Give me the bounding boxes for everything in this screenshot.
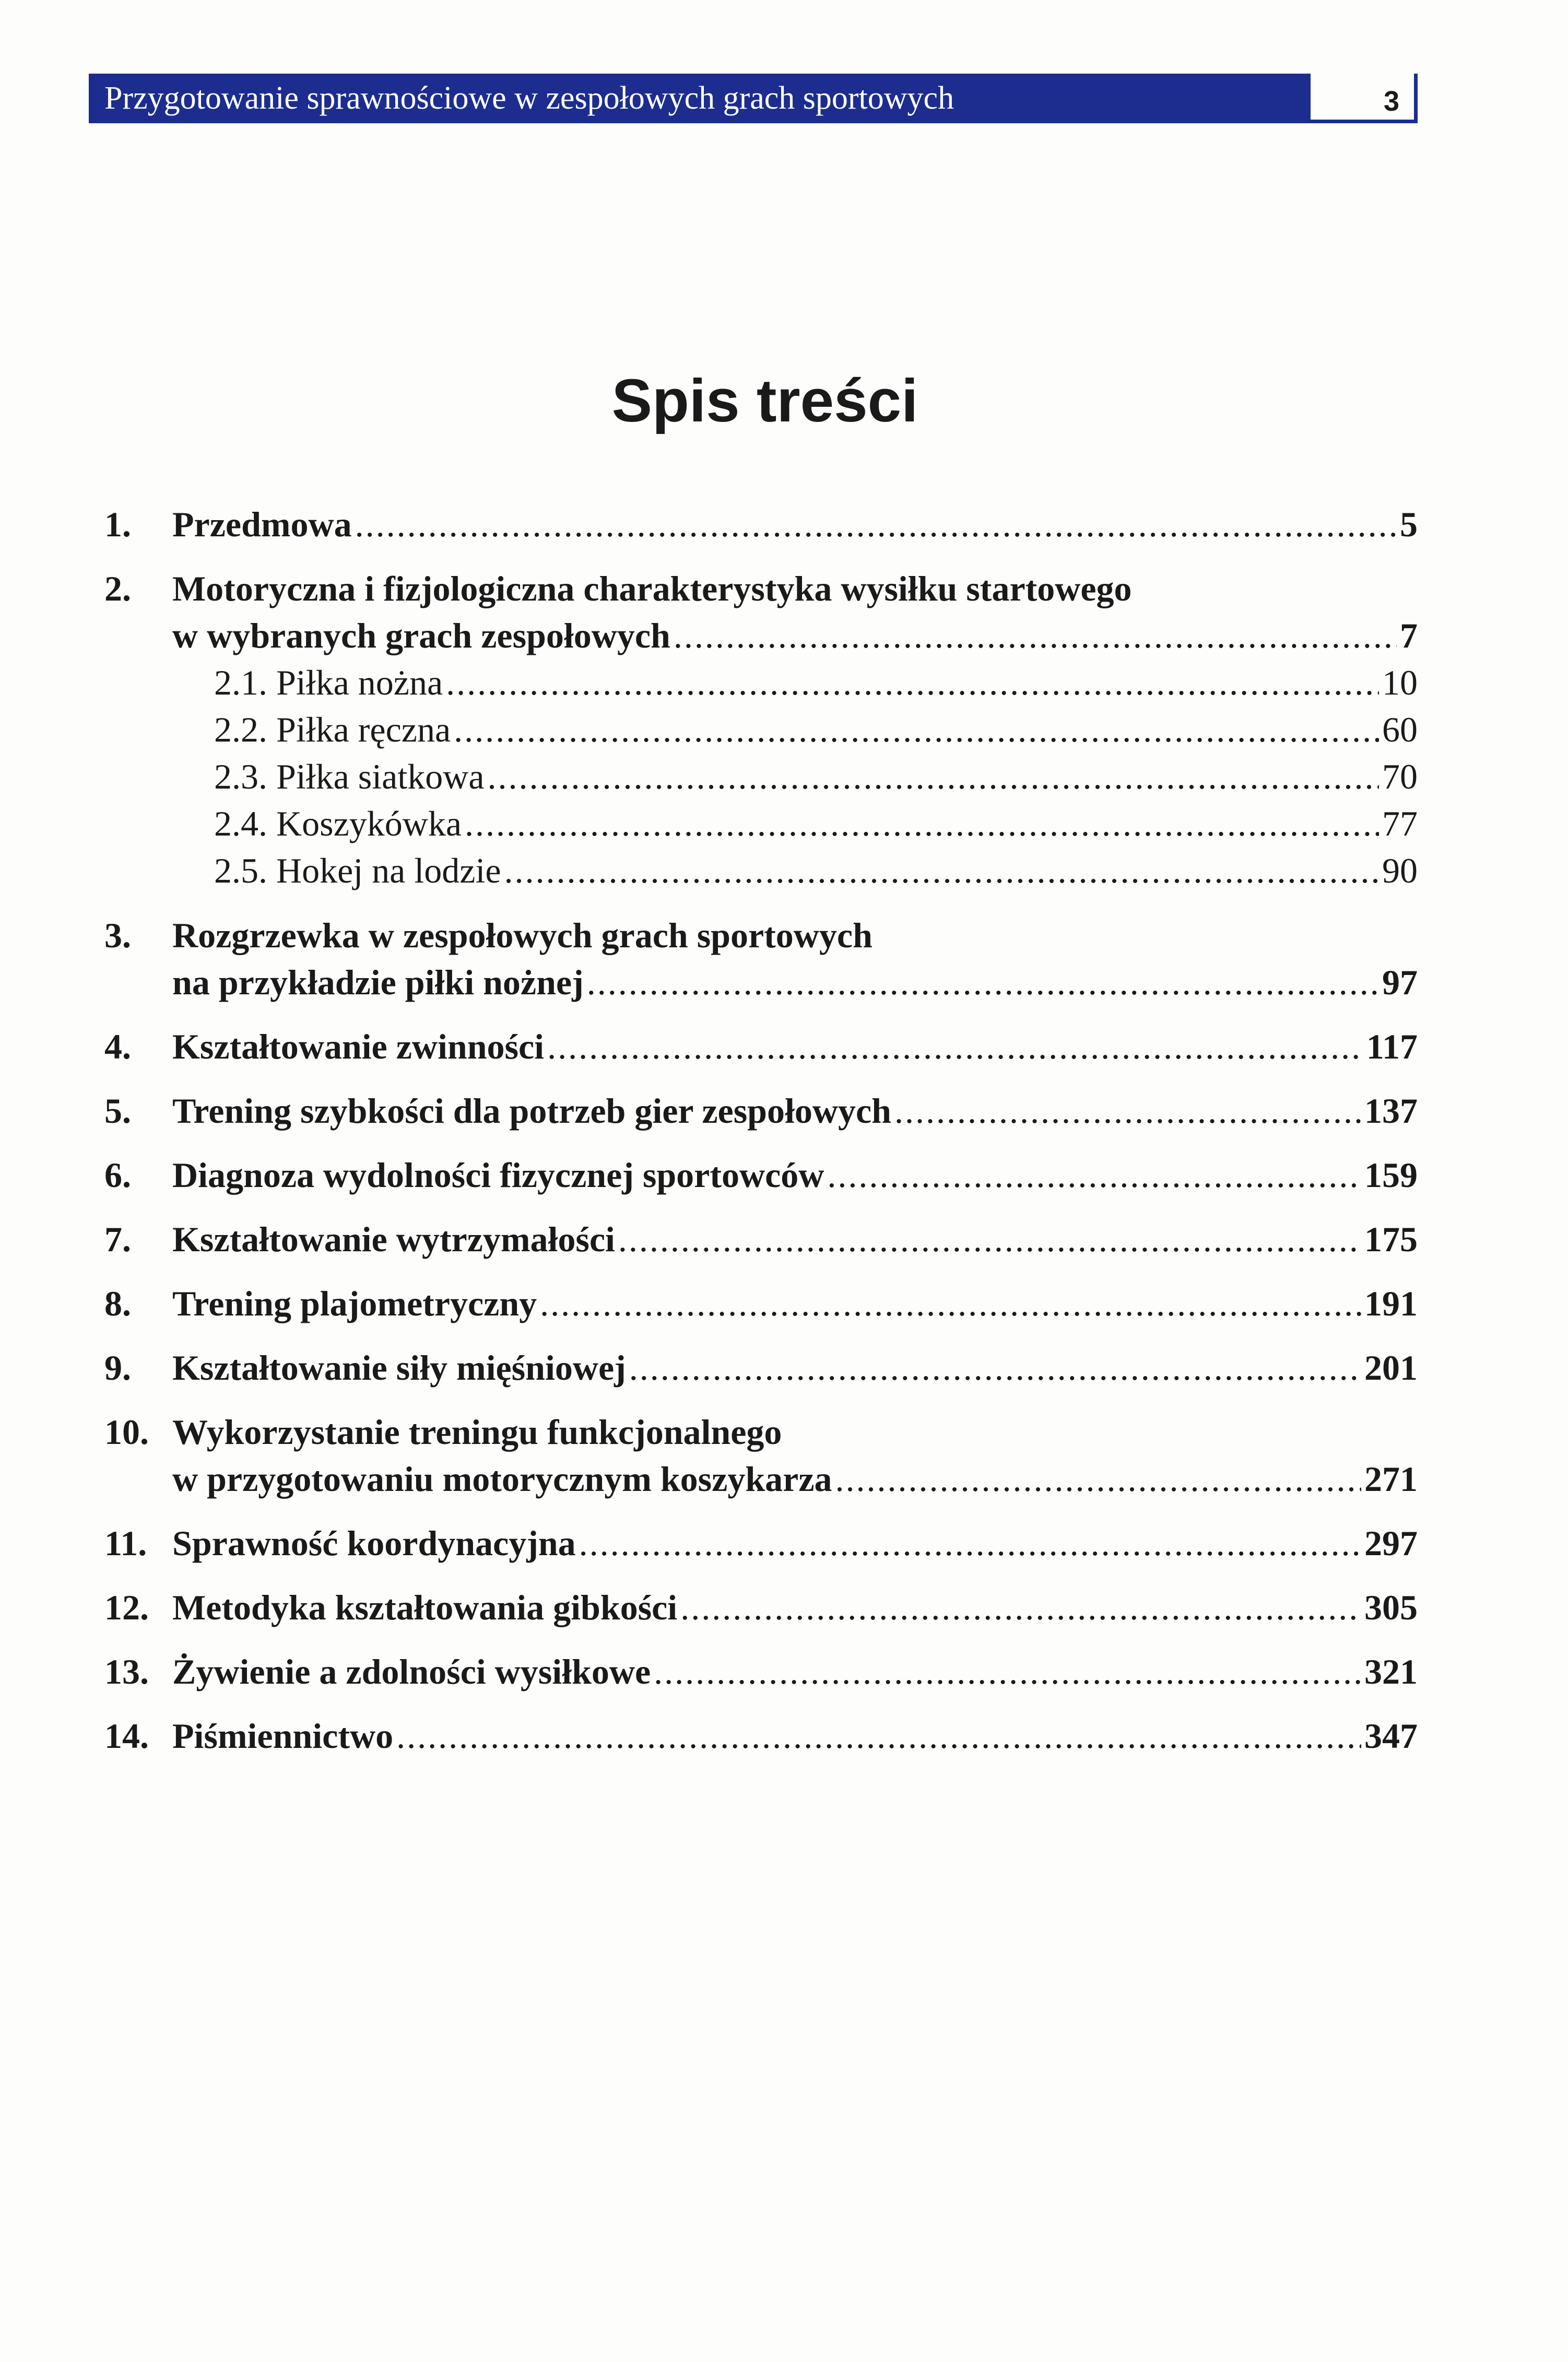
leader-dots bbox=[454, 709, 1379, 750]
entry-title-line1: Wykorzystanie treningu funkcjonalnego bbox=[172, 1412, 782, 1452]
entry-title: Metodyka kształtowania gibkości bbox=[172, 1588, 678, 1627]
entry-number: 6. bbox=[104, 1155, 131, 1195]
entry-page: 191 bbox=[1364, 1284, 1418, 1323]
entry-number: 4. bbox=[104, 1027, 131, 1066]
entry-page: 159 bbox=[1364, 1155, 1418, 1195]
entry-number: 5. bbox=[104, 1091, 131, 1131]
entry-page: 271 bbox=[1364, 1459, 1418, 1499]
entry-page: 5 bbox=[1400, 504, 1418, 544]
entry-page: 305 bbox=[1364, 1588, 1418, 1627]
leader-dots bbox=[504, 850, 1379, 891]
entry-title: Kształtowanie zwinności bbox=[172, 1027, 545, 1066]
entry-page: 347 bbox=[1364, 1716, 1418, 1756]
entry-title: Przedmowa bbox=[172, 504, 352, 544]
entry-number: 1. bbox=[104, 504, 131, 544]
page-number: 3 bbox=[1383, 86, 1399, 117]
entry-number: 13. bbox=[104, 1652, 149, 1691]
subentry-title: Piłka nożna bbox=[276, 663, 443, 702]
leader-dots bbox=[618, 1219, 1361, 1260]
entry-title: na przykładzie piłki nożnej bbox=[172, 962, 584, 1002]
entry-page: 201 bbox=[1364, 1348, 1418, 1388]
entry-page: 97 bbox=[1382, 962, 1418, 1002]
entry-title: Sprawność koordynacyjna bbox=[172, 1523, 576, 1563]
leader-dots bbox=[680, 1587, 1361, 1628]
entry-number: 8. bbox=[104, 1284, 131, 1323]
entry-page: 297 bbox=[1364, 1523, 1418, 1563]
entry-title: Trening plajometryczny bbox=[172, 1284, 537, 1323]
leader-dots bbox=[396, 1715, 1361, 1757]
leader-dots bbox=[465, 803, 1379, 844]
leader-dots bbox=[587, 962, 1379, 1003]
subentry-page: 90 bbox=[1382, 851, 1418, 890]
subentry-number: 2.3. bbox=[214, 757, 267, 796]
entry-page: 7 bbox=[1400, 616, 1418, 655]
entry-page: 175 bbox=[1364, 1219, 1418, 1259]
entry-title-line1: Rozgrzewka w zespołowych grach sportowych bbox=[172, 915, 873, 955]
subentry-number: 2.5. bbox=[214, 851, 267, 890]
entry-number: 7. bbox=[104, 1219, 131, 1259]
leader-dots bbox=[446, 662, 1379, 703]
leader-dots bbox=[835, 1459, 1361, 1500]
subentry-page: 60 bbox=[1382, 710, 1418, 749]
leader-dots bbox=[827, 1155, 1361, 1196]
entry-title: Diagnoza wydolności fizycznej sportowców bbox=[172, 1155, 824, 1195]
subentry-title: Piłka ręczna bbox=[276, 710, 451, 749]
leader-dots bbox=[547, 1026, 1363, 1067]
entry-number: 3. bbox=[104, 915, 131, 955]
entry-title: w wybranych grach zespołowych bbox=[172, 616, 670, 655]
subentry-page: 70 bbox=[1382, 757, 1418, 796]
leader-dots bbox=[629, 1347, 1361, 1389]
toc-title: Spis treści bbox=[611, 367, 918, 434]
entry-page: 321 bbox=[1364, 1652, 1418, 1691]
entry-title: Piśmiennictwo bbox=[172, 1716, 394, 1756]
leader-dots bbox=[894, 1090, 1361, 1132]
entry-number: 12. bbox=[104, 1588, 149, 1627]
entry-title: Trening szybkości dla potrzeb gier zespołowych bbox=[172, 1091, 891, 1131]
subentry-number: 2.4. bbox=[214, 804, 267, 843]
leader-dots bbox=[540, 1283, 1361, 1324]
leader-dots bbox=[654, 1651, 1361, 1693]
entry-number: 14. bbox=[104, 1716, 149, 1756]
entry-number: 10. bbox=[104, 1412, 149, 1452]
subentry-title: Koszykówka bbox=[276, 804, 462, 843]
book-title: Przygotowanie sprawnościowe w zespołowych grach sportowych bbox=[104, 80, 954, 116]
page-number-box bbox=[1311, 74, 1418, 123]
subentry-number: 2.1. bbox=[214, 663, 267, 702]
entry-title: Żywienie a zdolności wysiłkowe bbox=[172, 1652, 651, 1691]
leader-dots bbox=[674, 615, 1397, 656]
leader-dots bbox=[579, 1523, 1361, 1564]
entry-page: 117 bbox=[1366, 1027, 1418, 1066]
entry-number: 9. bbox=[104, 1348, 131, 1388]
entry-number: 11. bbox=[104, 1523, 147, 1563]
subentry-page: 77 bbox=[1382, 804, 1418, 843]
subentry-page: 10 bbox=[1382, 663, 1418, 702]
entry-page: 137 bbox=[1364, 1091, 1418, 1131]
entry-title-line1: Motoryczna i fizjologiczna charakterystyka wysiłku startowego bbox=[172, 569, 1132, 608]
running-header bbox=[89, 74, 1311, 123]
leader-dots bbox=[488, 756, 1379, 797]
subentry-title: Hokej na lodzie bbox=[276, 851, 501, 890]
leader-dots bbox=[355, 504, 1397, 545]
subentry-title: Piłka siatkowa bbox=[276, 757, 485, 796]
subentry-number: 2.2. bbox=[214, 710, 267, 749]
entry-title: w przygotowaniu motorycznym koszykarza bbox=[172, 1459, 832, 1499]
entry-title: Kształtowanie wytrzymałości bbox=[172, 1219, 615, 1259]
entry-title: Kształtowanie siły mięśniowej bbox=[172, 1348, 626, 1388]
entry-number: 2. bbox=[104, 569, 131, 608]
